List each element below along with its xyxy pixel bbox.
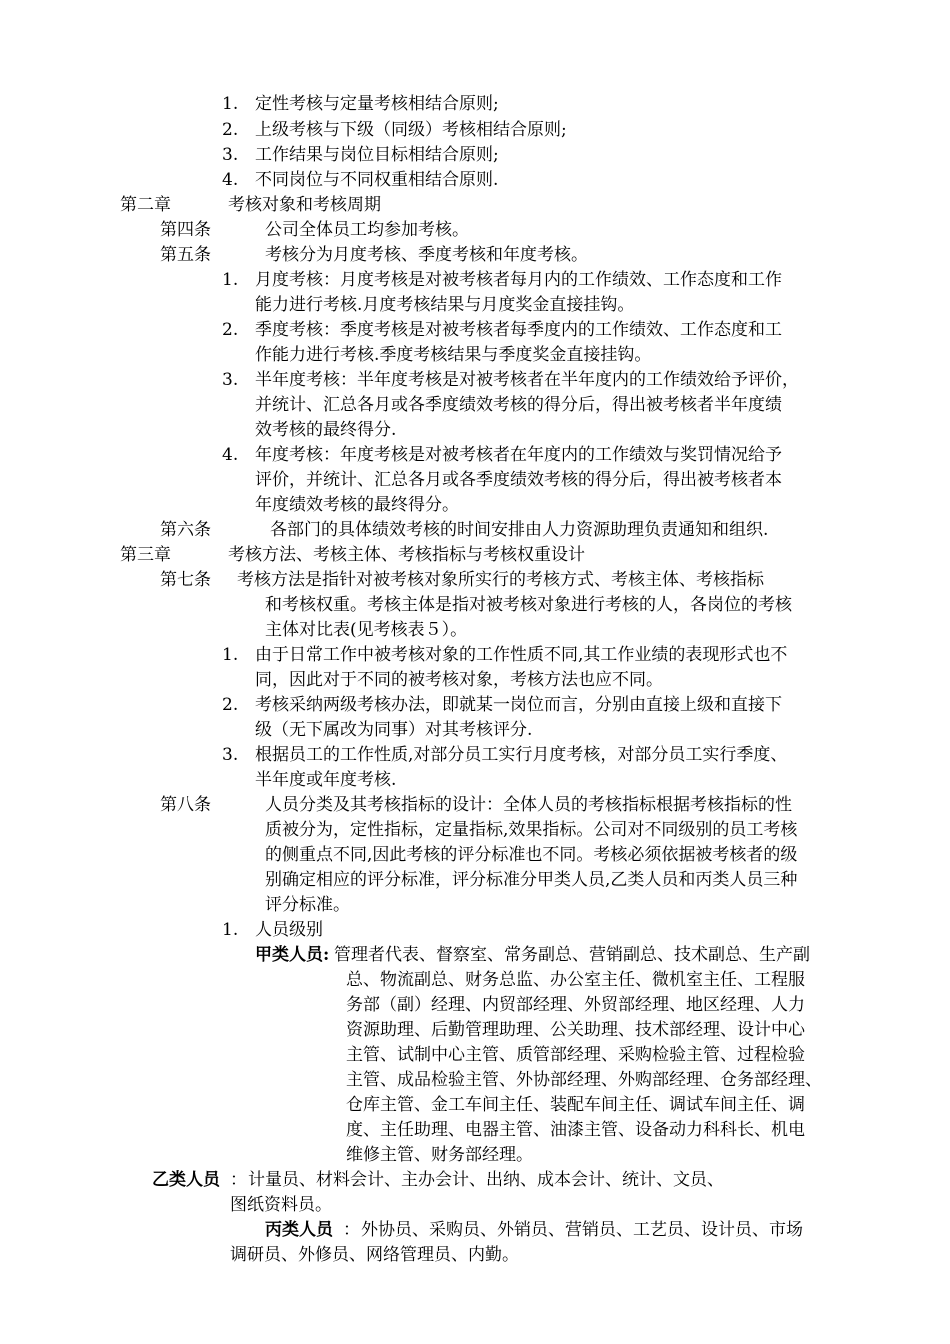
list-item: 半年度考核：半年度考核是对被考核者在半年度内的工作绩效给予评价， bbox=[255, 370, 799, 390]
list-item: 年度绩效考核的最终得分。 bbox=[255, 495, 459, 515]
list-item: 人员级别 bbox=[255, 920, 323, 940]
class-a-text: 主管、试制中心主管、质管部经理、采购检验主管、过程检验 bbox=[346, 1045, 805, 1065]
class-c-colon: ： bbox=[343, 1220, 360, 1240]
class-b-text: 图纸资料员。 bbox=[230, 1195, 332, 1215]
class-a-text: 总、物流副总、财务总监、办公室主任、微机室主任、工程服 bbox=[346, 970, 805, 990]
class-a-text: 管理者代表、督察室、常务副总、营销副总、技术副总、生产副 bbox=[334, 945, 810, 965]
list-item: 月度考核：月度考核是对被考核者每月内的工作绩效、工作态度和工作 bbox=[255, 270, 782, 290]
list-number: 2. bbox=[222, 695, 239, 715]
article-text: 人员分类及其考核指标的设计：全体人员的考核指标根据考核指标的性 bbox=[265, 795, 792, 815]
chapter-label: 第三章 bbox=[120, 545, 171, 565]
class-a-text: 度、主任助理、电器主管、油漆主管、设备动力科科长、机电 bbox=[346, 1120, 805, 1140]
list-number: 4. bbox=[222, 445, 239, 465]
article-text: 考核分为月度考核、季度考核和年度考核。 bbox=[265, 245, 588, 265]
class-c-label: 丙类人员 bbox=[265, 1220, 333, 1240]
class-b-colon: ： bbox=[230, 1170, 247, 1190]
list-number: 3. bbox=[222, 745, 239, 765]
list-number: 4. bbox=[222, 170, 239, 190]
list-number: 1. bbox=[222, 94, 239, 114]
list-item: 上级考核与下级（同级）考核相结合原则; bbox=[255, 120, 567, 140]
list-item: 工作结果与岗位目标相结合原则; bbox=[255, 145, 499, 165]
class-a-text: 仓库主管、金工车间主任、装配车间主任、调试车间主任、调 bbox=[346, 1095, 805, 1115]
list-item: 年度考核：年度考核是对被考核者在年度内的工作绩效与奖罚情况给予 bbox=[255, 445, 782, 465]
list-item: 半年度或年度考核. bbox=[255, 770, 397, 790]
article-text: 各部门的具体绩效考核的时间安排由人力资源助理负责通知和组织. bbox=[270, 520, 769, 540]
class-c-text: 调研员、外修员、网络管理员、内勤。 bbox=[230, 1245, 519, 1265]
list-item: 级（无下属改为同事）对其考核评分. bbox=[255, 720, 533, 740]
list-number: 1. bbox=[222, 645, 239, 665]
article-text: 主体对比表(见考核表５）。 bbox=[265, 620, 468, 640]
list-item: 考核采纳两级考核办法，即就某一岗位而言，分别由直接上级和直接下 bbox=[255, 695, 782, 715]
list-number: 2. bbox=[222, 320, 239, 340]
list-item: 并统计、汇总各月或各季度绩效考核的得分后，得出被考核者半年度绩 bbox=[255, 395, 782, 415]
list-item: 季度考核：季度考核是对被考核者每季度内的工作绩效、工作态度和工 bbox=[255, 320, 782, 340]
class-a-label: 甲类人员: bbox=[255, 945, 330, 965]
class-c-text: 外协员、采购员、外销员、营销员、工艺员、设计员、市场 bbox=[361, 1220, 803, 1240]
article-text: 公司全体员工均参加考核。 bbox=[265, 220, 469, 240]
class-b-label: 乙类人员 bbox=[152, 1170, 220, 1190]
list-item: 同，因此对于不同的被考核对象，考核方法也应不同。 bbox=[255, 670, 663, 690]
list-number: 2. bbox=[222, 120, 239, 140]
list-number: 1. bbox=[222, 270, 239, 290]
list-item: 根据员工的工作性质,对部分员工实行月度考核，对部分员工实行季度、 bbox=[255, 745, 788, 765]
article-text: 和考核权重。考核主体是指对被考核对象进行考核的人，各岗位的考核 bbox=[265, 595, 792, 615]
list-item: 不同岗位与不同权重相结合原则. bbox=[255, 170, 499, 190]
article-text: 评分标准。 bbox=[265, 895, 350, 915]
list-number: 3. bbox=[222, 370, 239, 390]
article-label: 第七条 bbox=[160, 570, 211, 590]
article-label: 第六条 bbox=[160, 520, 211, 540]
list-item: 作能力进行考核.季度考核结果与季度奖金直接挂钩。 bbox=[255, 345, 652, 365]
article-text: 别确定相应的评分标准，评分标准分甲类人员,乙类人员和丙类人员三种 bbox=[265, 870, 798, 890]
class-a-text: 主管、成品检验主管、外协部经理、外购部经理、仓务部经理、 bbox=[346, 1070, 822, 1090]
list-item: 效考核的最终得分. bbox=[255, 420, 397, 440]
list-item: 能力进行考核.月度考核结果与月度奖金直接挂钩。 bbox=[255, 295, 635, 315]
chapter-label: 第二章 bbox=[120, 195, 171, 215]
chapter-title: 考核方法、考核主体、考核指标与考核权重设计 bbox=[228, 545, 585, 565]
article-text: 考核方法是指针对被考核对象所实行的考核方式、考核主体、考核指标 bbox=[237, 570, 764, 590]
list-item: 评价，并统计、汇总各月或各季度绩效考核的得分后，得出被考核者本 bbox=[255, 470, 782, 490]
article-label: 第八条 bbox=[160, 795, 211, 815]
article-text: 质被分为，定性指标，定量指标,效果指标。公司对不同级别的员工考核 bbox=[265, 820, 798, 840]
class-a-text: 务部（副）经理、内贸部经理、外贸部经理、地区经理、人力 bbox=[346, 995, 805, 1015]
class-a-text: 维修主管、财务部经理。 bbox=[346, 1145, 533, 1165]
list-number: 3. bbox=[222, 145, 239, 165]
article-text: 的侧重点不同,因此考核的评分标准也不同。考核必须依据被考核者的级 bbox=[265, 845, 798, 865]
class-b-text: 计量员、材料会计、主办会计、出纳、成本会计、统计、文员、 bbox=[248, 1170, 724, 1190]
article-label: 第五条 bbox=[160, 245, 211, 265]
article-label: 第四条 bbox=[160, 220, 211, 240]
list-item: 定性考核与定量考核相结合原则; bbox=[255, 94, 499, 114]
list-number: 1. bbox=[222, 920, 239, 940]
class-a-text: 资源助理、后勤管理助理、公关助理、技术部经理、设计中心 bbox=[346, 1020, 805, 1040]
list-item: 由于日常工作中被考核对象的工作性质不同,其工作业绩的表现形式也不 bbox=[255, 645, 788, 665]
chapter-title: 考核对象和考核周期 bbox=[228, 195, 381, 215]
